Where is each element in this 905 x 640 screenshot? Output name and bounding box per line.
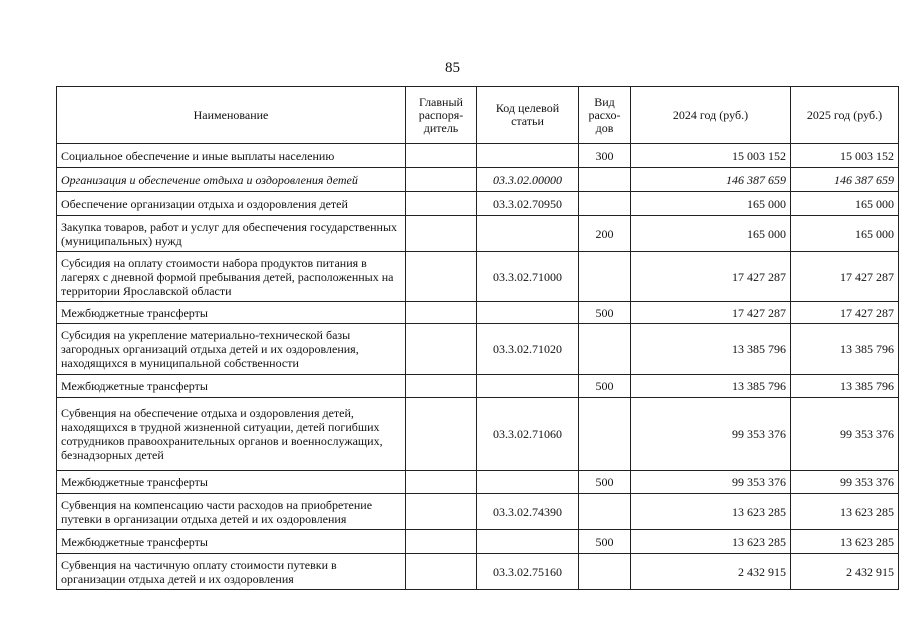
cell-code bbox=[477, 530, 579, 554]
table-row bbox=[57, 192, 899, 216]
cell-code: 03.3.02.00000 bbox=[477, 168, 579, 192]
cell-2024: 146 387 659 bbox=[631, 168, 791, 192]
cell-name: Социальное обеспечение и иные выплаты населению bbox=[57, 144, 406, 168]
table-row bbox=[57, 216, 899, 252]
cell-2024: 17 427 287 bbox=[631, 302, 791, 324]
cell-name: Межбюджетные трансферты bbox=[57, 471, 406, 494]
cell-code: 03.3.02.74390 bbox=[477, 494, 579, 530]
cell-2024: 2 432 915 bbox=[631, 554, 791, 590]
cell-2025: 99 353 376 bbox=[791, 471, 899, 494]
table-row bbox=[57, 398, 899, 471]
budget-table bbox=[56, 86, 899, 590]
table-row bbox=[57, 530, 899, 554]
table-row bbox=[57, 144, 899, 168]
cell-2025: 17 427 287 bbox=[791, 252, 899, 302]
cell-2024: 165 000 bbox=[631, 216, 791, 252]
cell-admin bbox=[406, 252, 477, 302]
cell-2025: 99 353 376 bbox=[791, 398, 899, 471]
cell-2025: 15 003 152 bbox=[791, 144, 899, 168]
cell-code: 03.3.02.71020 bbox=[477, 324, 579, 375]
cell-name: Субвенция на частичную оплату стоимости путевки в организации отдыха детей и их оздоровления bbox=[57, 554, 406, 590]
cell-expense-type bbox=[579, 252, 631, 302]
header-admin: Главный распоря-дитель bbox=[406, 87, 477, 144]
cell-name: Субвенция на компенсацию части расходов на приобретение путевки в организации отдыха детей и их оздоровления bbox=[57, 494, 406, 530]
cell-2024: 99 353 376 bbox=[631, 398, 791, 471]
cell-name: Обеспечение организации отдыха и оздоровления детей bbox=[57, 192, 406, 216]
table-row bbox=[57, 324, 899, 375]
cell-admin bbox=[406, 144, 477, 168]
table-row bbox=[57, 252, 899, 302]
cell-2025: 165 000 bbox=[791, 192, 899, 216]
header-name: Наименование bbox=[57, 87, 406, 144]
cell-expense-type bbox=[579, 324, 631, 375]
cell-code: 03.3.02.71060 bbox=[477, 398, 579, 471]
table-row bbox=[57, 554, 899, 590]
cell-expense-type: 500 bbox=[579, 530, 631, 554]
cell-expense-type: 300 bbox=[579, 144, 631, 168]
cell-2024: 13 385 796 bbox=[631, 375, 791, 398]
table-header-row bbox=[57, 87, 899, 144]
cell-name: Субвенция на обеспечение отдыха и оздоровления детей, находящихся в трудной жизненной ситуации, детей погибших сотрудников правоохранительных органов и военнослужащих, безнадзорных детей bbox=[57, 398, 406, 471]
cell-code bbox=[477, 471, 579, 494]
cell-expense-type bbox=[579, 168, 631, 192]
cell-admin bbox=[406, 554, 477, 590]
cell-expense-type bbox=[579, 398, 631, 471]
cell-admin bbox=[406, 324, 477, 375]
cell-code bbox=[477, 216, 579, 252]
cell-admin bbox=[406, 302, 477, 324]
cell-2025: 165 000 bbox=[791, 216, 899, 252]
cell-name: Межбюджетные трансферты bbox=[57, 375, 406, 398]
cell-expense-type: 500 bbox=[579, 471, 631, 494]
cell-2024: 165 000 bbox=[631, 192, 791, 216]
cell-2024: 13 385 796 bbox=[631, 324, 791, 375]
cell-2025: 2 432 915 bbox=[791, 554, 899, 590]
cell-expense-type: 500 bbox=[579, 375, 631, 398]
cell-code bbox=[477, 144, 579, 168]
cell-expense-type: 500 bbox=[579, 302, 631, 324]
cell-2024: 13 623 285 bbox=[631, 494, 791, 530]
cell-2024: 99 353 376 bbox=[631, 471, 791, 494]
cell-code bbox=[477, 375, 579, 398]
header-2025: 2025 год (руб.) bbox=[791, 87, 899, 144]
cell-name: Межбюджетные трансферты bbox=[57, 302, 406, 324]
table-row bbox=[57, 375, 899, 398]
cell-2025: 17 427 287 bbox=[791, 302, 899, 324]
cell-admin bbox=[406, 216, 477, 252]
cell-expense-type: 200 bbox=[579, 216, 631, 252]
table-row bbox=[57, 168, 899, 192]
cell-admin bbox=[406, 494, 477, 530]
table-body bbox=[57, 144, 899, 590]
cell-code: 03.3.02.71000 bbox=[477, 252, 579, 302]
table-row bbox=[57, 494, 899, 530]
cell-2025: 13 623 285 bbox=[791, 530, 899, 554]
cell-2025: 13 623 285 bbox=[791, 494, 899, 530]
cell-code: 03.3.02.70950 bbox=[477, 192, 579, 216]
cell-admin bbox=[406, 375, 477, 398]
cell-2024: 15 003 152 bbox=[631, 144, 791, 168]
page-number: 85 bbox=[445, 60, 460, 76]
cell-2025: 13 385 796 bbox=[791, 324, 899, 375]
cell-2025: 146 387 659 bbox=[791, 168, 899, 192]
cell-admin bbox=[406, 398, 477, 471]
cell-name: Субсидия на оплату стоимости набора продуктов питания в лагерях с дневной формой пребывания детей, расположенных на территории Ярославской области bbox=[57, 252, 406, 302]
cell-admin bbox=[406, 471, 477, 494]
cell-code: 03.3.02.75160 bbox=[477, 554, 579, 590]
table-row bbox=[57, 302, 899, 324]
header-expense-type: Вид расхо-дов bbox=[579, 87, 631, 144]
cell-admin bbox=[406, 168, 477, 192]
table-row bbox=[57, 471, 899, 494]
cell-2025: 13 385 796 bbox=[791, 375, 899, 398]
cell-2024: 13 623 285 bbox=[631, 530, 791, 554]
header-2024: 2024 год (руб.) bbox=[631, 87, 791, 144]
cell-expense-type bbox=[579, 192, 631, 216]
header-code: Код целевой статьи bbox=[477, 87, 579, 144]
cell-admin bbox=[406, 192, 477, 216]
cell-name: Субсидия на укрепление материально-технической базы загородных организаций отдыха детей и их оздоровления, находящихся в муниципальной собственности bbox=[57, 324, 406, 375]
cell-code bbox=[477, 302, 579, 324]
cell-admin bbox=[406, 530, 477, 554]
cell-name: Закупка товаров, работ и услуг для обеспечения государственных (муниципальных) нужд bbox=[57, 216, 406, 252]
cell-2024: 17 427 287 bbox=[631, 252, 791, 302]
cell-expense-type bbox=[579, 554, 631, 590]
cell-name: Организация и обеспечение отдыха и оздоровления детей bbox=[57, 168, 406, 192]
cell-expense-type bbox=[579, 494, 631, 530]
cell-name: Межбюджетные трансферты bbox=[57, 530, 406, 554]
